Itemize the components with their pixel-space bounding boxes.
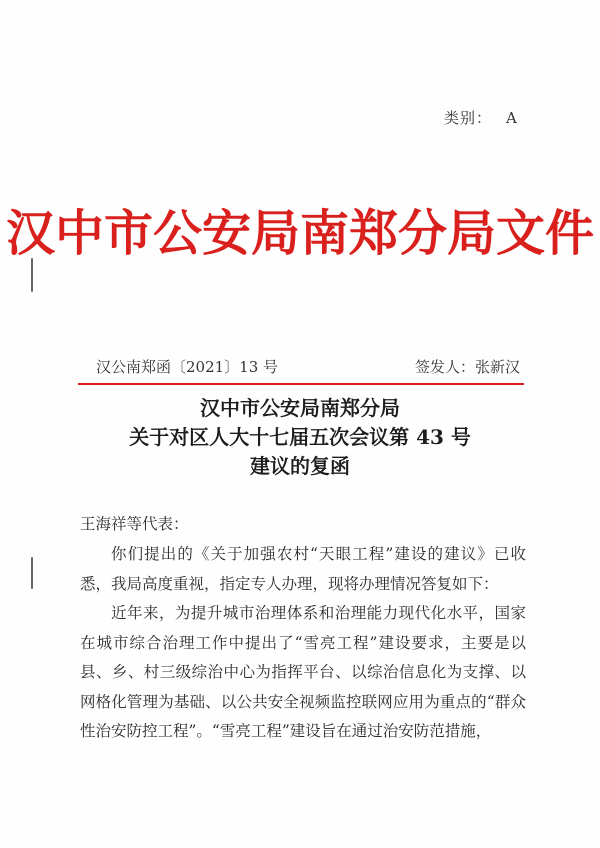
signer: 签发人：张新汉 — [415, 358, 521, 376]
document-number: 汉公南郑函〔2021〕13 号 — [96, 358, 279, 376]
letter-body — [80, 540, 526, 747]
document-header-title: 汉中市公安局南郑分局文件 — [5, 204, 594, 262]
paragraph-2: 近年来，为提升城市治理体系和治理能力现代化水平，国家在城市综合治理工作中提出了“雪亮工程”建设要求，主要是以县、乡、村三级综治中心为指挥平台、以综治信息化为支撑、以网格化管理为基础、以公共安全视频监控联网应用为重点的“群众性治安防控工程”。“雪亮工程”建设旨在通过治安防范措施， — [80, 604, 526, 740]
salutation: 王海祥等代表： — [80, 515, 189, 533]
binding-mark-bottom — [31, 557, 33, 589]
category-label: 类别： — [444, 109, 493, 127]
letter-title-line-2: 关于对区人大十七届五次会议第 43 号 — [129, 425, 471, 449]
letter-title — [0, 394, 600, 481]
category-line — [444, 107, 518, 128]
letter-title-line-3: 建议的复函 — [250, 454, 350, 478]
red-separator-line — [78, 383, 524, 385]
category-value: A — [506, 109, 518, 127]
letter-title-line-1: 汉中市公安局南郑分局 — [200, 396, 400, 420]
paragraph-1: 你们提出的《关于加强农村“天眼工程”建设的建议》已收悉，我局高度重视，指定专人办理，现将办理情况答复如下： — [80, 545, 526, 593]
